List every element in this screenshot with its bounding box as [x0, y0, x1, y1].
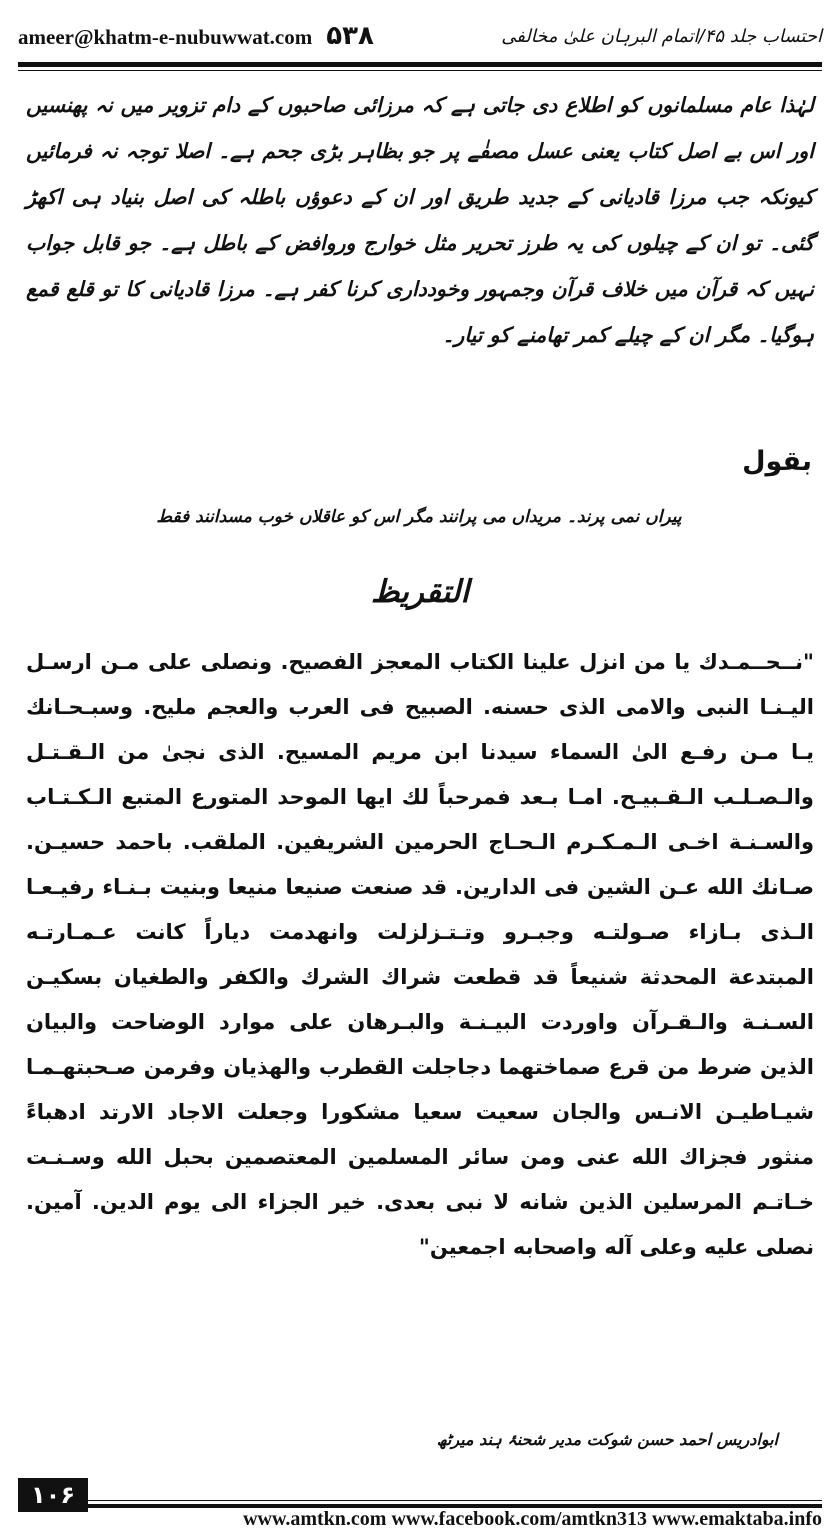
section-heading: التقریظ [370, 574, 470, 610]
header-left [18, 21, 374, 51]
page-footer [18, 1478, 822, 1530]
header-page-number: ۵۳۸ [326, 21, 374, 51]
footer-page-number: ۱۰۶ [18, 1478, 88, 1512]
header-book-title: احتساب جلد ۴۵/اتمام البرہان علیٰ مخالفی [501, 25, 822, 47]
header-rule-thin [18, 70, 822, 71]
persian-verse: پیراں نمی پرند۔ مریداں می پرانند مگر اس کو عاقلاں خوب مسدانند فقط [156, 507, 682, 527]
header-rule-thick [18, 62, 822, 67]
footer-rule-thin [18, 1500, 822, 1501]
page-header [18, 14, 822, 58]
arabic-paragraph: "نــحــمـدك يا من انزل علينا الكتاب المعجز الفصيح. ونصلى على مـن ارسـل اليـنـا النبى والامى الذى حسنه. الصبيح فى العرب والعجم مليح. وسبـحـانك يـا مـن رفـع الىٰ السماء سيدنا ابن مريم المسيح. الذى نجىٰ من الـقـتـل والـصـلـب الـقـبيـح. امـا بـعد فمرحباً لك ايها الموحد المتورع المتبع الـكـتـاب والسـنـة اخـى الـمـكـرم الـحـاج الحرمين الشريفين. الملقب. باحمد حسيـن. صـانك الله عـن الشين فى الدارين. قد صنعت صنيعا منيعا وبنيت بـنـاء رفيـعـا الـذى بـازاء صـولتـه وجبـرو وتـتـزلزلت وانهدمت دياراً كانت عـمـارتـه المبتدعة المحدثة شنيعاً قد قطعت شراك الشرك والكفر والطغيان بسكيـن السـنـة والـقـرآن واوردت البيـنـة والبـرهان على موارد الوضاحت والبيان الذين ضرط من قرع صماختهما دجاجلت القطرب والهذيان وفرمن صـحبتهـمـا شيـاطيـن الانـس والجان سعيت سعيا مشكورا وجعلت الاجاد الارتد ادهباءً منثور فجزاك الله عنى ومن سائر المسلمين المعتصمين بحبل الله وسـنـت خـاتـم المرسلين الذين شانه لا نبى بعدى. خير الجزاء الى يوم الدين. آمين. نصلى عليه وعلى آله واصحابه اجمعين" [26, 650, 814, 1259]
author-signature: ابوادریس احمد حسن شوکت مدیر شحنۂ ہند میرٹھ [436, 1430, 778, 1449]
baqool-label: بقول [742, 446, 812, 477]
footer-websites: www.amtkn.com www.facebook.com/amtkn313 www.emaktaba.info [243, 1508, 822, 1530]
urdu-paragraph: لہٰذا عام مسلمانوں کو اطلاع دی جاتی ہے کہ مرزائی صاحبوں کے دام تزویر میں نہ پھنسیں اور اس بے اصل کتاب یعنی عسل مصفٰے پر جو بظاہر بڑی جحم ہے۔ اصلا توجہ نہ فرمائیں کیونکہ جب مرزا قادیانی کے جدید طریق اور ان کے دعوؤں باطلہ کی اصل بنیاد ہی اکھڑ گئی۔ تو ان کے چیلوں کی یہ طرز تحریر مثل خوارج وروافض کے باطل ہے۔ جو قابل جواب نہیں کہ قرآن میں خلاف قرآن وجمہور وخودداری کرنا کفر ہے۔ مرزا قادیانی کا تو قلع قمع ہوگیا۔ مگر ان کے چیلے کمر تھامنے کو تیار۔ [26, 93, 814, 347]
header-email: ameer@khatm-e-nubuwwat.com [18, 25, 313, 49]
